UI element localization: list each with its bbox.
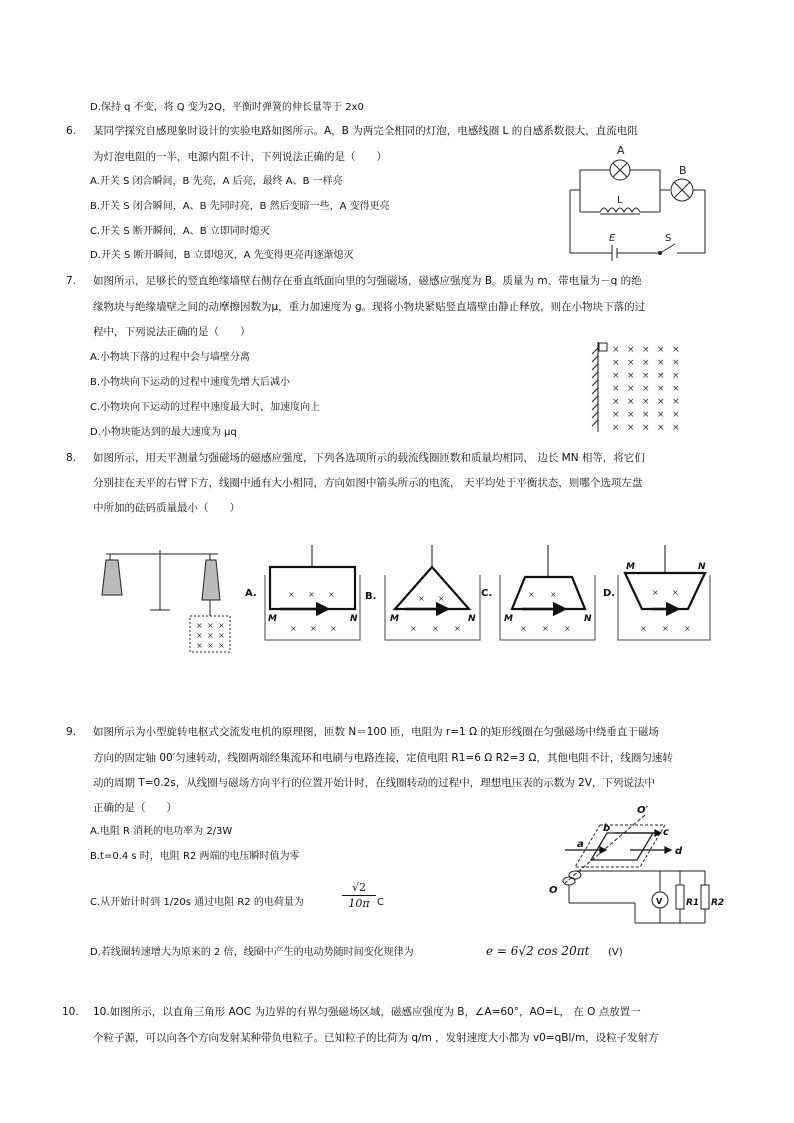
- field-cross: ×: [657, 384, 665, 394]
- q8-number: 8.: [66, 452, 77, 464]
- q8-option-c-label: C.: [481, 588, 493, 599]
- q9-option-c-numerator: √2: [342, 880, 376, 896]
- q6-option-d: D.开关 S 断开瞬间，B 立即熄灭，A 先变得更亮再逐渐熄灭: [90, 250, 354, 261]
- field-cross: ×: [290, 624, 297, 633]
- q5-option-d: D.保持 q 不变，将 Q 变为2Q，平衡时弹簧的伸长量等于 2x0: [90, 102, 364, 113]
- field-cross: ×: [308, 590, 315, 599]
- q9-stem-line1: 如图所示为小型旋转电枢式交流发电机的原理图，匝数 N＝100 匝，电阻为 r=1 Ω 的矩形线圈在匀强磁场中绕垂直于磁场: [93, 726, 659, 738]
- q8-a-m-label: M: [268, 614, 277, 624]
- field-cross: ×: [627, 397, 635, 407]
- q9-option-d-unit: (V): [608, 947, 623, 958]
- q8-option-b-label: B.: [365, 591, 377, 602]
- field-cross: ×: [564, 624, 571, 633]
- q8-options-figure: [260, 545, 710, 645]
- q7-option-c: C.小物块向下运动的过程中速度最大时，加速度向上: [90, 402, 321, 413]
- field-cross: ×: [672, 423, 680, 433]
- q6-lamp-a-label: A: [617, 144, 625, 157]
- q6-number: 6.: [66, 125, 77, 137]
- q7-stem-line2: 缘物块与绝缘墙壁之间的动摩擦因数为μ，重力加速度为 g。现将小物块紧贴竖直墙壁由静止释放，则在小物块下落的过: [93, 301, 646, 313]
- q7-option-a: A.小物块下落的过程中会与墙壁分离: [90, 352, 250, 363]
- q9-option-d-text: D.若线圈转速增大为原来的 2 倍，线圈中产生的电动势随时间变化规律为: [90, 947, 414, 958]
- field-cross: ×: [196, 631, 203, 640]
- q8-stem-line2: 分别挂在天平的右臂下方，线圈中通有大小相同，方向如图中箭头所示的电流， 天平均处于平衡状态，则哪个选项左盘: [93, 477, 643, 489]
- field-cross: ×: [672, 588, 679, 597]
- field-cross: ×: [657, 423, 665, 433]
- q6-battery-label: E: [609, 233, 616, 244]
- field-cross: ×: [627, 345, 635, 355]
- field-cross: ×: [612, 345, 620, 355]
- q9-d-label: d: [675, 846, 683, 857]
- q9-stem-line3: 动的周期 T=0.2s，从线圈与磁场方向平行的位置开始计时，在线圈转动的过程中，理想电压表的示数为 2V，下列说法中: [93, 777, 655, 789]
- field-cross: ×: [627, 423, 635, 433]
- q8-a-n-label: N: [350, 614, 358, 624]
- field-cross: ×: [657, 397, 665, 407]
- field-cross: ×: [410, 624, 417, 633]
- field-cross: ×: [640, 624, 647, 633]
- q9-voltmeter-label: V: [656, 897, 663, 906]
- q7-stem-line1: 如图所示，足够长的竖直绝缘墙壁右侧存在垂直纸面向里的匀强磁场，磁感应强度为 B。质量为 m、带电量为－q 的绝: [93, 275, 642, 287]
- field-cross: ×: [288, 590, 295, 599]
- field-cross: ×: [657, 345, 665, 355]
- q7-field-crosses: [612, 345, 680, 433]
- field-cross: ×: [207, 641, 214, 650]
- field-cross: ×: [218, 631, 225, 640]
- q8-b-n-label: N: [468, 614, 476, 624]
- q10-number: 10.: [62, 1006, 79, 1018]
- field-cross: ×: [418, 594, 425, 603]
- q9-b-label: b: [603, 823, 611, 834]
- q8-options-field-crosses: [288, 588, 691, 633]
- q9-option-c-unit: C: [377, 897, 384, 908]
- q8-b-m-label: M: [390, 614, 399, 624]
- field-cross: ×: [612, 397, 620, 407]
- field-cross: ×: [657, 410, 665, 420]
- field-cross: ×: [672, 345, 680, 355]
- q8-stem-line1: 如图所示，用天平测量匀强磁场的磁感应强度，下列各选项所示的载流线圈匝数和质量均相同， 边长 MN 相等，将它们: [93, 452, 645, 464]
- q9-o-prime-label: O′: [637, 805, 649, 816]
- q9-option-a: A.电阻 R 消耗的电功率为 2/3W: [90, 826, 233, 837]
- field-cross: ×: [684, 624, 691, 633]
- q8-c-m-label: M: [504, 614, 513, 624]
- q7-wall-field-figure: [590, 340, 685, 435]
- q8-balance-field-crosses: [196, 621, 225, 650]
- field-cross: ×: [207, 631, 214, 640]
- q6-inductor-label: L: [617, 195, 623, 206]
- q8-stem-line3: 中所加的砝码质量最小（ ）: [93, 502, 240, 514]
- field-cross: ×: [672, 410, 680, 420]
- q9-a-label: a: [577, 839, 584, 850]
- q6-option-b: B.开关 S 闭合瞬间，A、B 先同时亮，B 然后变暗一些，A 变得更亮: [90, 201, 390, 212]
- field-cross: ×: [672, 397, 680, 407]
- q7-number: 7.: [66, 275, 77, 287]
- q10-stem-line2: 个粒子源，可以向各个方向发射某种带负电粒子。已知粒子的比荷为 q/m ，发射速度大小都为 v0=qBl/m，设粒子发射方: [93, 1032, 659, 1044]
- field-cross: ×: [328, 590, 335, 599]
- field-cross: ×: [657, 371, 665, 381]
- q8-d-n-label: N: [698, 562, 706, 572]
- field-cross: ×: [642, 371, 650, 381]
- q6-stem-line2: 为灯泡电阻的一半，电源内阻不计，下列说法正确的是（ ）: [93, 151, 387, 163]
- field-cross: ×: [196, 641, 203, 650]
- q7-stem-line3: 程中，下列说法正确的是（ ）: [93, 326, 251, 338]
- field-cross: ×: [550, 590, 557, 599]
- q8-option-a-label: A.: [245, 588, 257, 599]
- field-cross: ×: [657, 358, 665, 368]
- q9-generator-figure: [545, 805, 725, 930]
- field-cross: ×: [612, 423, 620, 433]
- field-cross: ×: [652, 588, 659, 597]
- field-cross: ×: [454, 624, 461, 633]
- q7-option-d: D.小物块能达到的最大速度为 μq: [90, 427, 237, 438]
- field-cross: ×: [662, 624, 669, 633]
- q10-stem-line1: 10.如图所示，以直角三角形 AOC 为边界的有界匀强磁场区域，磁感应强度为 B，∠A=60°，AO=L， 在 O 点放置一: [93, 1006, 641, 1018]
- field-cross: ×: [218, 641, 225, 650]
- field-cross: ×: [520, 624, 527, 633]
- q8-option-d-label: D.: [603, 588, 616, 599]
- field-cross: ×: [612, 384, 620, 394]
- field-cross: ×: [672, 358, 680, 368]
- field-cross: ×: [196, 621, 203, 630]
- q8-c-n-label: N: [584, 614, 592, 624]
- q9-option-c-denominator: 10π: [348, 897, 370, 910]
- q6-stem-line1: 某同学探究自感现象时设计的实验电路如图所示。A，B 为两完全相同的灯泡，电感线圈 L 的自感系数很大，直流电阻: [93, 125, 638, 137]
- q6-lamp-b-label: B: [679, 164, 687, 177]
- q9-option-d-formula: e = 6√2 cos 20πt: [486, 944, 590, 958]
- field-cross: ×: [612, 371, 620, 381]
- field-cross: ×: [627, 371, 635, 381]
- q8-balance-figure: [98, 540, 238, 655]
- field-cross: ×: [672, 384, 680, 394]
- q9-option-c-text: C.从开始计时到 1/20s 通过电阻 R2 的电荷量为: [90, 897, 304, 908]
- q9-c-label: c: [663, 827, 669, 838]
- q9-stem-line4: 正确的是（ ）: [93, 802, 177, 814]
- q6-option-a: A.开关 S 闭合瞬间，B 先亮，A 后亮，最终 A、B 一样亮: [90, 176, 343, 187]
- q9-o-label: O: [549, 885, 558, 896]
- field-cross: ×: [642, 423, 650, 433]
- field-cross: ×: [207, 621, 214, 630]
- field-cross: ×: [612, 358, 620, 368]
- field-cross: ×: [642, 358, 650, 368]
- field-cross: ×: [627, 358, 635, 368]
- field-cross: ×: [627, 410, 635, 420]
- q9-option-c-fraction: [342, 880, 376, 911]
- q9-option-b: B.t=0.4 s 时，电阻 R2 两端的电压瞬时值为零: [90, 851, 300, 862]
- q7-option-b: B.小物块向下运动的过程中速度先增大后减小: [90, 377, 291, 388]
- q9-r1-label: R1: [686, 898, 700, 908]
- field-cross: ×: [432, 624, 439, 633]
- field-cross: ×: [542, 624, 549, 633]
- field-cross: ×: [528, 590, 535, 599]
- q6-switch-label: S: [665, 233, 672, 244]
- field-cross: ×: [310, 624, 317, 633]
- q8-d-m-label: M: [626, 562, 635, 572]
- field-cross: ×: [218, 621, 225, 630]
- q9-stem-line2: 方向的固定轴 00′匀速转动，线圈两端经集流环和电刷与电路连接，定值电阻 R1=6 Ω R2=3 Ω，其他电阻不计，线圈匀速转: [93, 752, 673, 764]
- field-cross: ×: [330, 624, 337, 633]
- field-cross: ×: [438, 594, 445, 603]
- field-cross: ×: [642, 384, 650, 394]
- q6-option-c: C.开关 S 断开瞬间，A、B 立即同时熄灭: [90, 226, 270, 237]
- q6-circuit-figure: [565, 140, 715, 260]
- field-cross: ×: [672, 371, 680, 381]
- field-cross: ×: [642, 397, 650, 407]
- q9-r2-label: R2: [711, 898, 725, 908]
- q9-number: 9.: [66, 726, 77, 738]
- field-cross: ×: [627, 384, 635, 394]
- field-cross: ×: [612, 410, 620, 420]
- field-cross: ×: [642, 410, 650, 420]
- field-cross: ×: [642, 345, 650, 355]
